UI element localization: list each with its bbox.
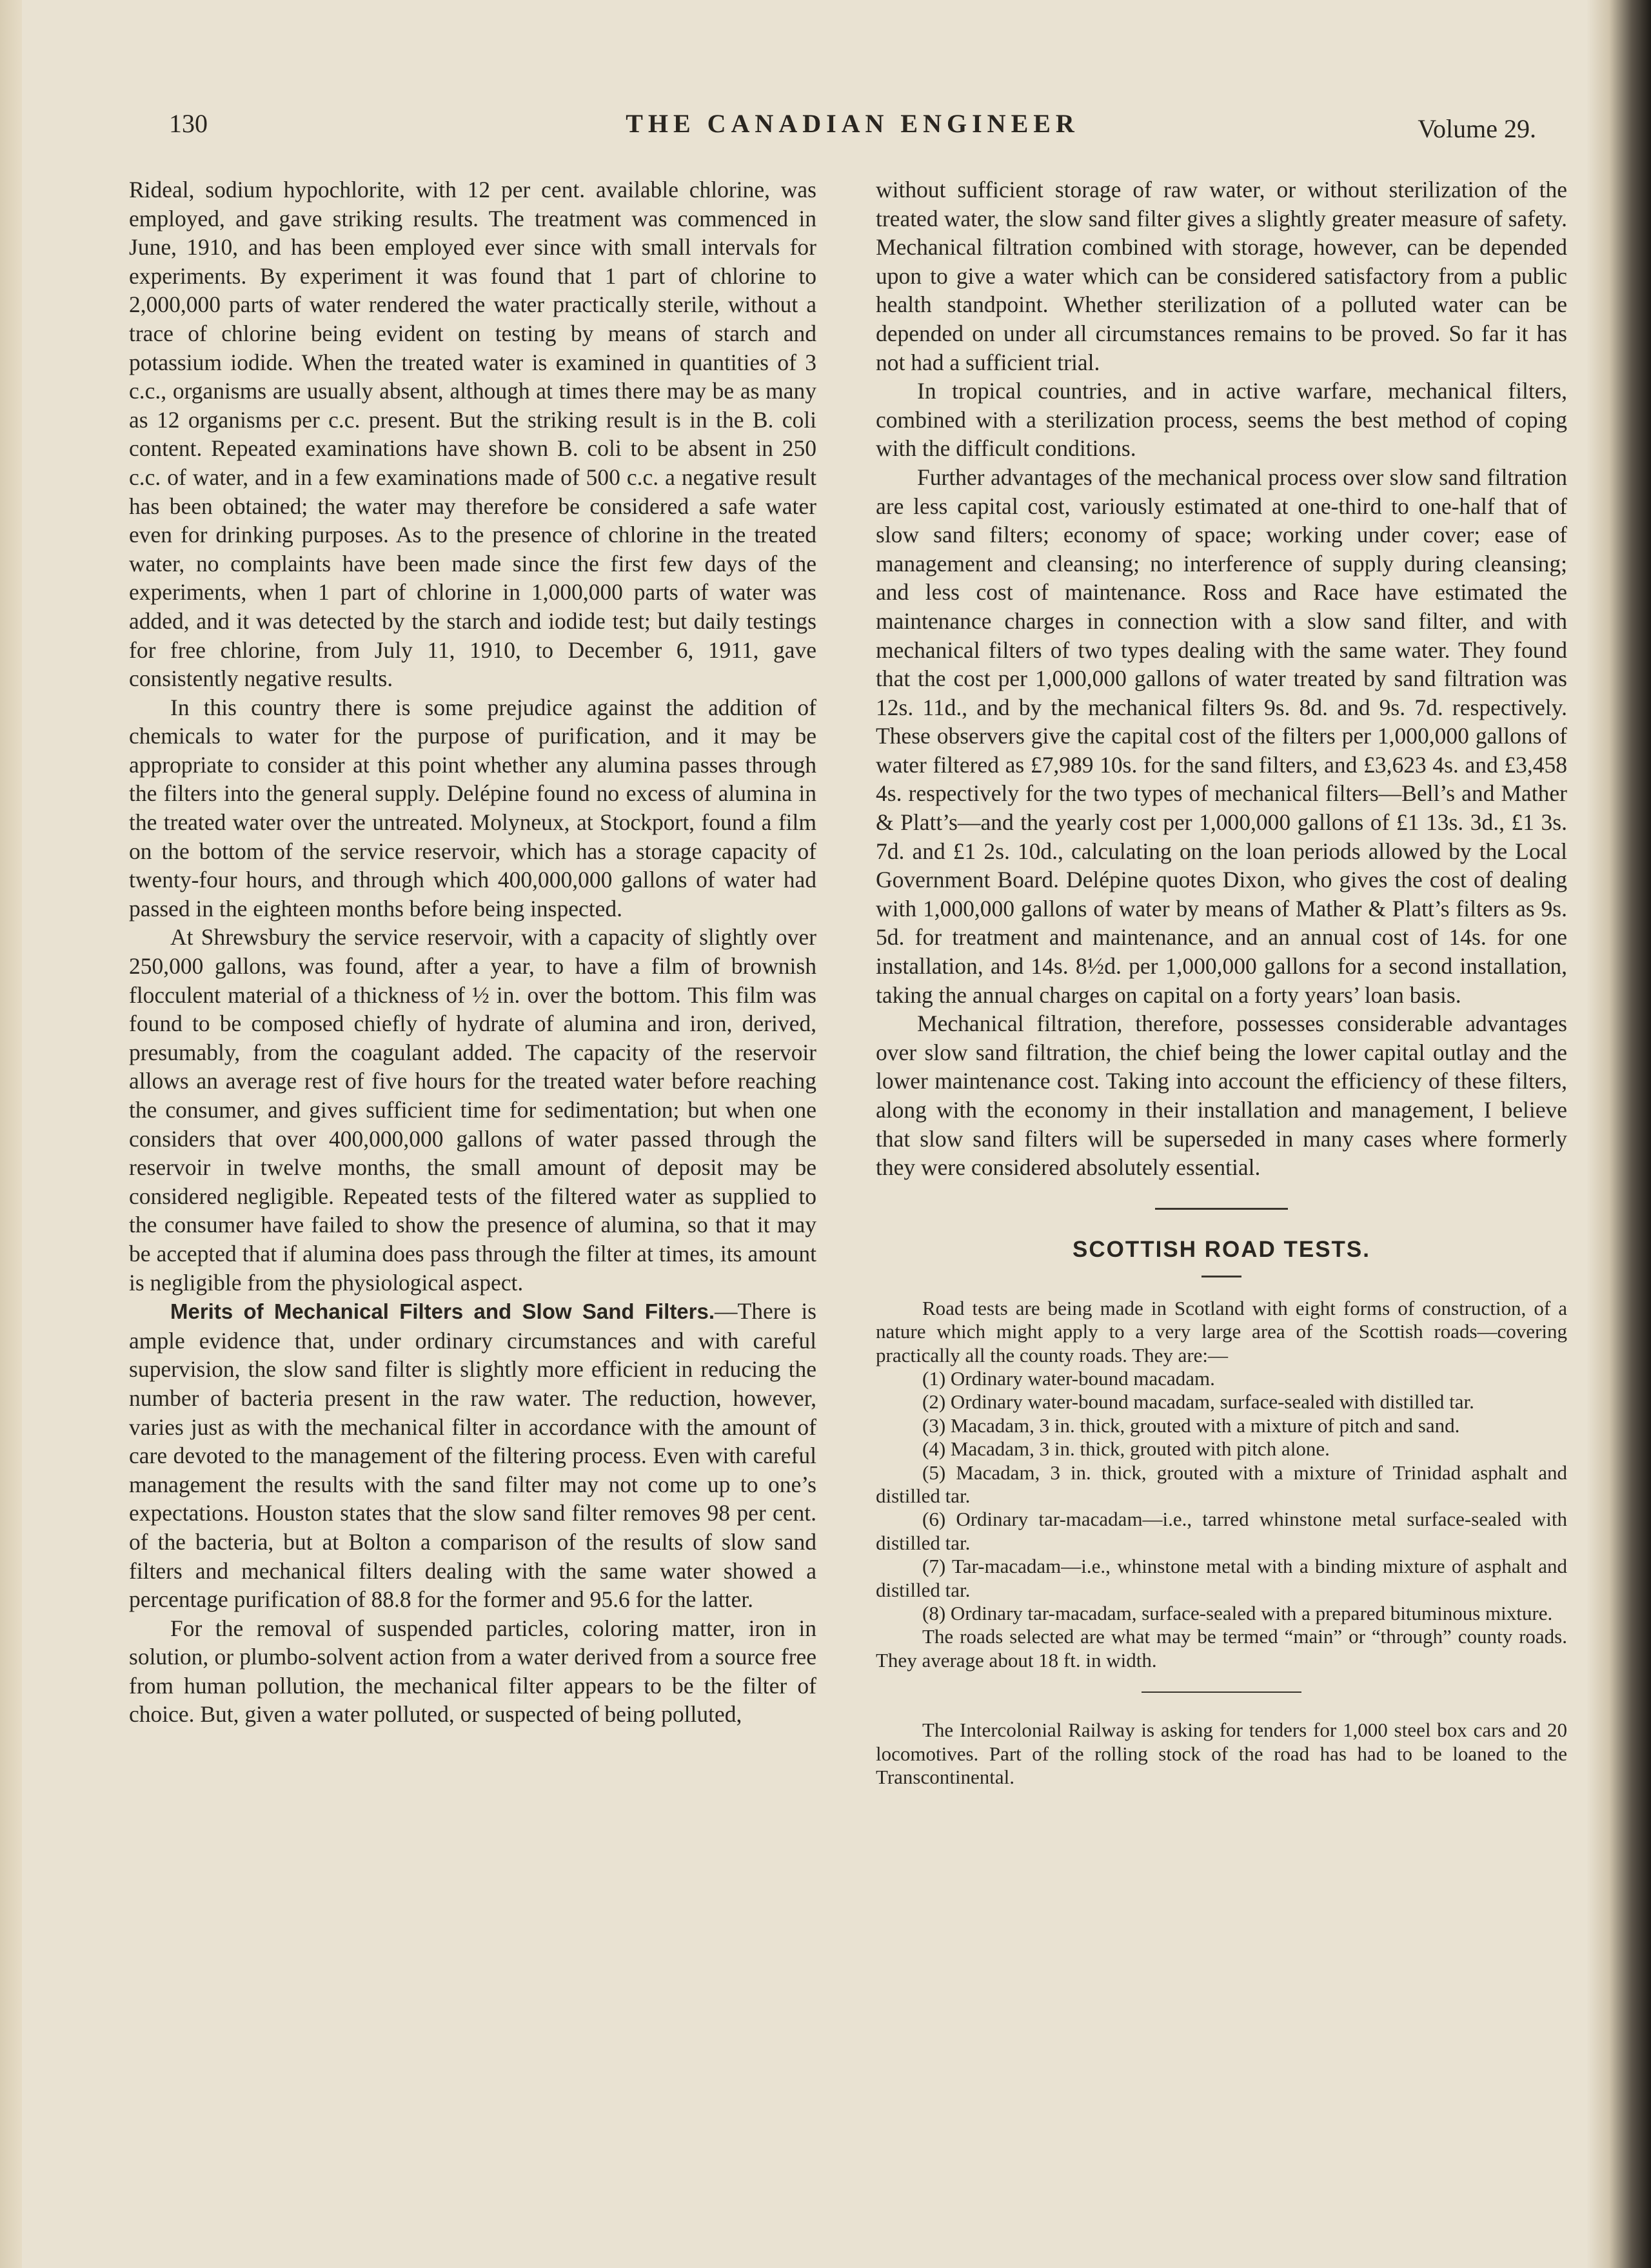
- railway-note: The Intercolonial Railway is asking for tenders for 1,000 steel box cars and 20 locomotives. Part of the rolling stock of the road has had to be loaned to the Transcontinental.: [876, 1719, 1567, 1789]
- road-test-item: (4) Macadam, 3 in. thick, grouted with pitch alone.: [922, 1437, 1330, 1461]
- section-divider: [1155, 1208, 1288, 1210]
- road-test-item: (6) Ordinary tar-macadam—i.e., tarred whinstone metal surface-sealed with distilled tar.: [876, 1508, 1567, 1554]
- page-binding-shadow: [1587, 0, 1651, 2268]
- paragraph: without sufficient storage of raw water, or without sterilization of the treated water, the slow sand filter gives a slightly greater measure of safety. Mechanical filtration combined with storage, however, can be depended upon to give a water which can be considered satisfactory from a public health standpoint. Whether sterilization of a polluted water can be depended on under all circumstances remains to be proved. So far it has not had a sufficient trial.: [876, 177, 1567, 375]
- title-underline: [1201, 1276, 1241, 1277]
- paragraph: For the removal of suspended particles, coloring matter, iron in solution, or plumbo-solvent action from a water derived from a source free from human pollution, the mechanical filter appears to be the filter of choice. But, given a water polluted, or suspected of being polluted,: [129, 1615, 816, 1728]
- paragraph: Mechanical filtration, therefore, possesses considerable advantages over slow sand filtration, the chief being the lower capital outlay and the lower maintenance cost. Taking into account the efficiency of these filters, along with the economy in their installation and management, I believe that slow sand filters will be superseded in many cases where formerly they were considered absolutely essential.: [876, 1011, 1567, 1181]
- journal-title: THE CANADIAN ENGINEER: [626, 109, 1080, 138]
- paragraph: At Shrewsbury the service reservoir, with a capacity of slightly over 250,000 gallons, was found, after a year, to have a film of brownish flocculent material of a thickness of ½ in. over the bottom. This film was found to be composed chiefly of hydrate of alumina and iron, derived, presumably, from the coagulant added. The capacity of the reservoir allows an average rest of five hours for the treated water before reaching the consumer, and gives sufficient time for sedimentation; but when one considers that over 400,000,000 gallons of water passed through the reservoir in twelve months, the small amount of deposit may be considered negligible. Repeated tests of the filtered water as supplied to the consumer have failed to show the presence of alumina, so that it may be accepted that if alumina does pass through the filter at times, its amount is negligible from the physiological aspect.: [129, 924, 816, 1296]
- paragraph: In tropical countries, and in active warfare, mechanical filters, combined with a sterilization process, seems the best method of coping with the difficult conditions.: [876, 378, 1567, 462]
- paragraph-with-subhead: [129, 1297, 816, 1614]
- paragraph: In this country there is some prejudice against the addition of chemicals to water for the purpose of purification, and it may be appropriate to consider at this point whether any alumina passes through the filters into the general supply. Delépine found no excess of alumina in the treated water over the untreated. Molyneux, at Stockport, found a film on the bottom of the service reservoir, which has a storage capacity of twenty-four hours, and through which 400,000,000 gallons of water had passed in the eighteen months before being inspected.: [129, 694, 816, 922]
- subheading: Merits of Mechanical Filters and Slow Sand Filters.: [170, 1299, 715, 1324]
- road-test-item: (1) Ordinary water-bound macadam.: [922, 1367, 1215, 1390]
- road-test-item: (5) Macadam, 3 in. thick, grouted with a mixture of Trinidad asphalt and distilled tar.: [876, 1461, 1567, 1508]
- road-tests-intro: Road tests are being made in Scotland with eight forms of construction, of a nature which might apply to a very large area of the Scottish roads—covering practically all the county roads. They are:—: [876, 1296, 1567, 1366]
- left-column: [129, 175, 816, 1729]
- road-test-item: (2) Ordinary water-bound macadam, surface-sealed with distilled tar.: [922, 1390, 1474, 1414]
- volume-label: Volume 29.: [1418, 114, 1536, 143]
- paragraph: Rideal, sodium hypochlorite, with 12 per cent. available chlorine, was employed, and gave striking results. The treatment was commenced in June, 1910, and has been employed ever since with small intervals for experiments. By experiment it was found that 1 part of chlorine to 2,000,000 parts of water rendered the water practically sterile, without a trace of chlorine being evident on testing by means of starch and potassium iodide. When the treated water is examined in quantities of 3 c.c., organisms are usually absent, although at times there may be as many as 12 organisms per c.c. present. But the striking result is in the B. coli content. Repeated examinations have shown B. coli to be absent in 250 c.c. of water, and in a few examinations made of 500 c.c. a negative result has been obtained; the water may therefore be considered a safe water even for drinking purposes. As to the presence of chlorine in the treated water, no complaints have been made since the first few days of the experiments, when 1 part of chlorine in 1,000,000 parts of water was added, and it was detected by the starch and iodide test; but daily testings for free chlorine, from July 11, 1910, to December 6, 1911, gave consistently negative results.: [129, 177, 816, 692]
- page-header: [169, 108, 1536, 147]
- page-edge-left: [0, 0, 22, 2268]
- note-divider: [1142, 1691, 1301, 1693]
- right-column: [876, 175, 1567, 1790]
- road-test-item: (7) Tar-macadam—i.e., whinstone metal with a binding mixture of asphalt and distilled tar.: [876, 1555, 1567, 1601]
- page-number: 130: [169, 109, 208, 138]
- road-test-item: (3) Macadam, 3 in. thick, grouted with a mixture of pitch and sand.: [922, 1414, 1460, 1437]
- section-title: SCOTTISH ROAD TESTS.: [1073, 1236, 1370, 1262]
- paragraph-text: —There is ample evidence that, under ordinary circumstances and with careful supervision, the slow sand filter is slightly more efficient in reducing the number of bacteria present in the raw water. The reduction, however, varies just as with the mechanical filter in accordance with the amount of care devoted to the management of the filtering process. Even with careful management the results with the sand filter may not come up to one’s expectations. Houston states that the slow sand filter removes 98 per cent. of the bacteria, but at Bolton a comparison of the results of slow sand filters and mechanical filters dealing with the same water showed a percentage purification of 88.8 for the former and 95.6 for the latter.: [129, 1298, 816, 1613]
- road-test-item: (8) Ordinary tar-macadam, surface-sealed with a prepared bituminous mixture.: [922, 1602, 1553, 1625]
- road-tests-outro: The roads selected are what may be termed “main” or “through” county roads. They average about 18 ft. in width.: [876, 1625, 1567, 1671]
- paragraph: Further advantages of the mechanical process over slow sand filtration are less capital cost, variously estimated at one-third to one-half that of slow sand filters; economy of space; working under cover; ease of management and cleansing; no interference of supply during cleansing; and less cost of maintenance. Ross and Race have estimated the maintenance charges in connection with a slow sand filter, and with mechanical filters of two types dealing with the same water. They found that the cost per 1,000,000 gallons of water treated by sand filtration was 12s. 11d., and by the mechanical filters 9s. 8d. and 9s. 7d. respectively. These observers give the capital cost of the filters per 1,000,000 gallons of water filtered as £7,989 10s. for the sand filters, and £3,623 4s. and £3,458 4s. respectively for the two types of mechanical filters—Bell’s and Mather & Platt’s—and the yearly cost per 1,000,000 gallons of £1 13s. 3d., £1 3s. 7d. and £1 2s. 10d., calculating on the loan periods allowed by the Local Government Board. Delépine quotes Dixon, who gives the cost of dealing with 1,000,000 gallons of water by means of Mather & Platt’s filters as 9s. 5d. for treatment and maintenance, and an annual cost of 14s. for one installation, and 14s. 8½d. per 1,000,000 gallons for a second installation, taking the annual charges on capital on a forty years’ loan basis.: [876, 464, 1567, 1008]
